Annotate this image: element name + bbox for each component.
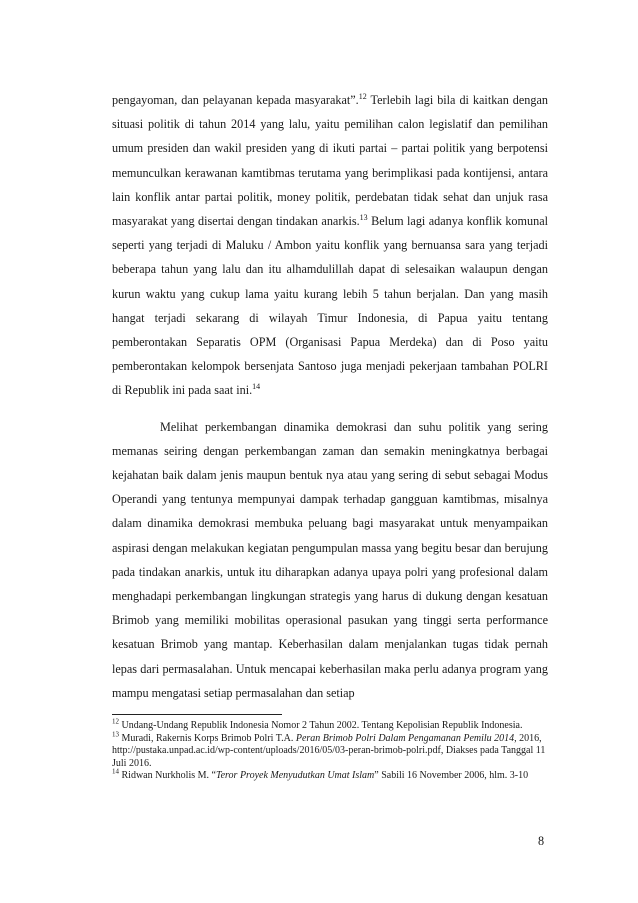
- text-run: Terlebih lagi bila di kaitkan dengan situasi politik di tahun 2014 yang lalu, yaitu pemilihan calon legislatif dan pemilihan umum presiden dan wakil presiden yang di ikuti partai – partai politik yang berpotensi memunculkan kerawanan kamtibmas terutama yang berimplikasi pada kontijensi, antara lain konflik antar partai politik, money politik, perdebatan tidak sehat dan unjuk rasa masyarakat yang disertai dengan tindakan anarkis.: [112, 93, 548, 229]
- italic-text: Teror Proyek Menyudutkan Umat Islam: [215, 770, 375, 782]
- text-run: 2016, http://pustaka.unpad.ac.id/wp-content/uploads/2016/05/03-peran-brimob-polri.pdf, Diakses pada Tanggal 11 Juli 2016.: [112, 732, 546, 769]
- footnote-ref: 12: [112, 717, 119, 726]
- footnote-ref: 14: [252, 382, 261, 392]
- body-text: [112, 88, 548, 705]
- footnote-divider: [112, 714, 282, 715]
- text-run: Muradi, Rakernis Korps Brimob Polri T.A.: [119, 732, 296, 744]
- footnote-12: [112, 717, 548, 733]
- footnotes: [112, 717, 548, 783]
- italic-text: Peran Brimob Polri Dalam Pengamanan Pemilu 2014,: [295, 732, 517, 744]
- text-run: ” Sabili 16 November 2006, hlm. 3-10: [374, 770, 529, 782]
- paragraph-2: [112, 415, 548, 705]
- footnote-13: [112, 730, 548, 771]
- footnote-ref: 14: [112, 768, 119, 777]
- text-run: pengayoman, dan pelayanan kepada masyarakat”.: [112, 93, 359, 107]
- footnote-14: [112, 770, 548, 783]
- page-number: 8: [538, 834, 545, 848]
- text-run: Belum lagi adanya konflik komunal seperti yang terjadi di Maluku / Ambon yaitu konflik yang bernuansa sara yang terjadi beberapa tahun yang lalu dan itu alhamdulillah dapat di selesaikan walaupun dengan kurun waktu yang cukup lama yaitu kurang lebih 5 tahun berjalan. Dan yang masih hangat terjadi sekarang di wilayah Timur Indonesia, di Papua yaitu tentang pemberontakan Separatis OPM (Organisasi Papua Merdeka) dan di Poso yaitu pemberontakan kelompok bersenjata Santoso juga menjadi pekerjaan tambahan POLRI di Republik ini pada saat ini.: [112, 214, 548, 398]
- footnote-ref: 12: [358, 91, 367, 101]
- text-run: Ridwan Nurkholis M. “: [119, 770, 216, 782]
- paragraph-1: [112, 88, 548, 403]
- text-run: Undang-Undang Republik Indonesia Nomor 2 Tahun 2002. Tentang Kepolisian Republik Indonesia.: [119, 720, 523, 731]
- footnote-ref: 13: [359, 212, 368, 222]
- footnote-ref: 13: [112, 730, 119, 739]
- text-run: Melihat perkembangan dinamika demokrasi dan suhu politik yang sering memanas seiring dengan perkembangan zaman dan semakin meningkatnya berbagai kejahatan baik dalam jenis maupun bentuk nya atau yang sering di sebut sebagai Modus Operandi yang tentunya mempunyai dampak terhadap gangguan kamtibmas, misalnya dalam dinamika demokrasi membuka peluang bagi masyarakat untuk menyampaikan aspirasi dengan melakukan kegiatan pengumpulan massa yang begitu besar dan berujung pada tindakan anarkis, untuk itu diharapkan adanya upaya polri yang profesional dalam menghadapi perkembangan lingkungan strategis yang harus di dukung dengan kesatuan Brimob yang memiliki mobilitas operasional pasukan yang tinggi serta performance kesatuan Brimob yang mantap. Keberhasilan dalam menjalankan tugas tidak pernah lepas dari permasalahan. Untuk mencapai keberhasilan maka perlu adanya program yang mampu mengatasi setiap permasalahan dan setiap: [112, 419, 548, 700]
